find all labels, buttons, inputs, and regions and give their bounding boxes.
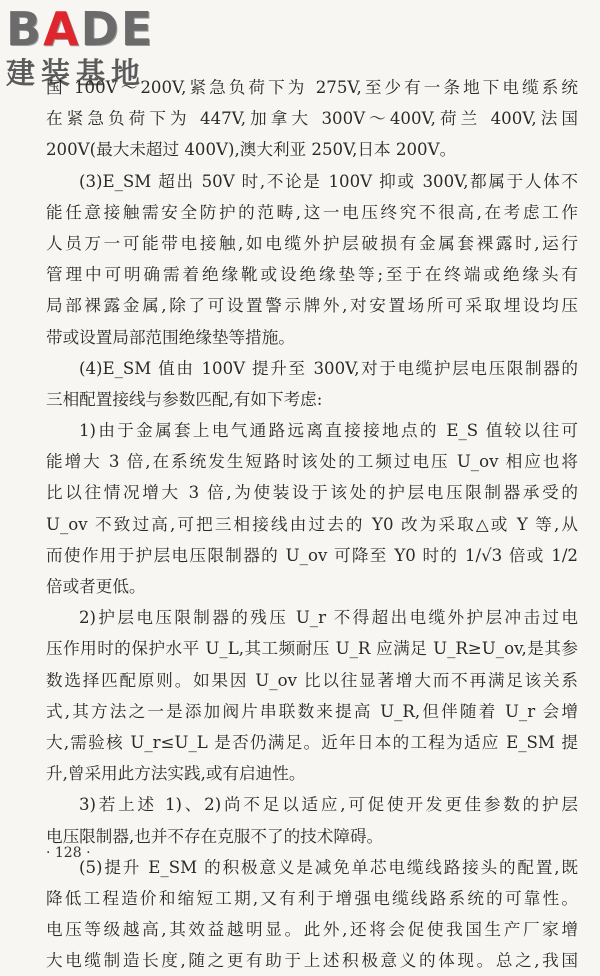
text-line: 式,其方法之一是添加阀片串联数来提高 U_R,但伴随着 U_r 会增 bbox=[46, 701, 578, 721]
text-line: 在紧急负荷下为 447V,加拿大 300V～400V,荷兰 400V,法国 bbox=[46, 109, 578, 129]
text-line: 大,需验核 U_r≤U_L 是否仍满足。近年日本的工程为适应 E_SM 提 bbox=[46, 732, 578, 752]
text-line: (3)E_SM 超出 50V 时,不论是 100V 抑或 300V,都属于人体不 bbox=[79, 171, 578, 191]
text-line: 200V(最大未超过 400V),澳大利亚 250V,日本 200V。 bbox=[46, 140, 457, 160]
logo-letter-accent: A bbox=[43, 2, 81, 56]
text-line: 管理中可明确需着绝缘靴或设绝缘垫等;至于在终端或绝缘头有 bbox=[46, 265, 578, 285]
text-line: 3)若上述 1)、2)尚不足以适应,可促使开发更佳参数的护层 bbox=[79, 795, 578, 815]
logo-letters-start: B bbox=[6, 2, 44, 56]
logo-wordmark bbox=[6, 4, 176, 54]
text-line: 而使作用于护层电压限制器的 U_ov 可降至 Y0 时的 1/√3 倍或 1/2 bbox=[46, 545, 578, 565]
page-number: · 128 · bbox=[46, 845, 91, 861]
text-line: 能增大 3 倍,在系统发生短路时该处的工频过电压 U_ov 相应也将 bbox=[46, 452, 578, 472]
text-line: 1)由于金属套上电气通路远离直接接地点的 E_S 值较以往可 bbox=[79, 421, 578, 441]
logo-subtitle: 建装基地 bbox=[6, 56, 147, 90]
body-text bbox=[46, 72, 578, 976]
text-line: 带或设置局部范围绝缘垫等措施。 bbox=[46, 327, 295, 347]
text-line: 电压等级越高,其效益越明显。此外,还将会促使我国生产厂家增 bbox=[46, 920, 578, 940]
logo-letters-end: DE bbox=[80, 2, 155, 56]
text-line: 三相配置接线与参数匹配,有如下考虑: bbox=[46, 389, 323, 409]
text-line: 2)护层电压限制器的残压 U_r 不得超出电缆外护层冲击过电 bbox=[79, 608, 578, 628]
text-line: 压作用时的保护水平 U_L,其工频耐压 U_R 应满足 U_R≥U_ov,是其参 bbox=[46, 639, 578, 659]
text-line: 升,曾采用此方法实践,或有启迪性。 bbox=[46, 764, 306, 784]
text-line: (4)E_SM 值由 100V 提升至 300V,对于电缆护层电压限制器的 bbox=[79, 358, 578, 378]
text-line: (5)提升 E_SM 的积极意义是减免单芯电缆线路接头的配置,既 bbox=[79, 857, 578, 877]
text-line: 能任意接触需安全防护的范畴,这一电压终究不很高,在考虑工作 bbox=[46, 202, 578, 222]
text-line: 国 100V～200V,紧急负荷下为 275V,至少有一条地下电缆系统 bbox=[46, 78, 578, 97]
text-line: 比以往情况增大 3 倍,为使装设于该处的护层电压限制器承受的 bbox=[46, 483, 578, 503]
text-line: 局部裸露金属,除了可设置警示牌外,对安置场所可采取埋设均压 bbox=[46, 296, 578, 316]
text-line: 降低工程造价和缩短工期,又有利于增强电缆线路系统的可靠性。 bbox=[46, 888, 578, 908]
text-line: 数选择匹配原则。如果因 U_ov 比以往显著增大而不再满足该关系 bbox=[46, 670, 578, 690]
text-line: 大电缆制造长度,随之更有助于上述积极意义的体现。总之,我国 bbox=[46, 951, 578, 971]
text-line: 倍或者更低。 bbox=[46, 577, 146, 596]
text-line: U_ov 不致过高,可把三相接线由过去的 Y0 改为采取△或 Y 等,从 bbox=[46, 514, 578, 534]
text-line: 电压限制器,也并不存在克服不了的技术障碍。 bbox=[46, 826, 384, 846]
text-line: 人员万一可能带电接触,如电缆外护层破损有金属套裸露时,运行 bbox=[46, 233, 578, 253]
